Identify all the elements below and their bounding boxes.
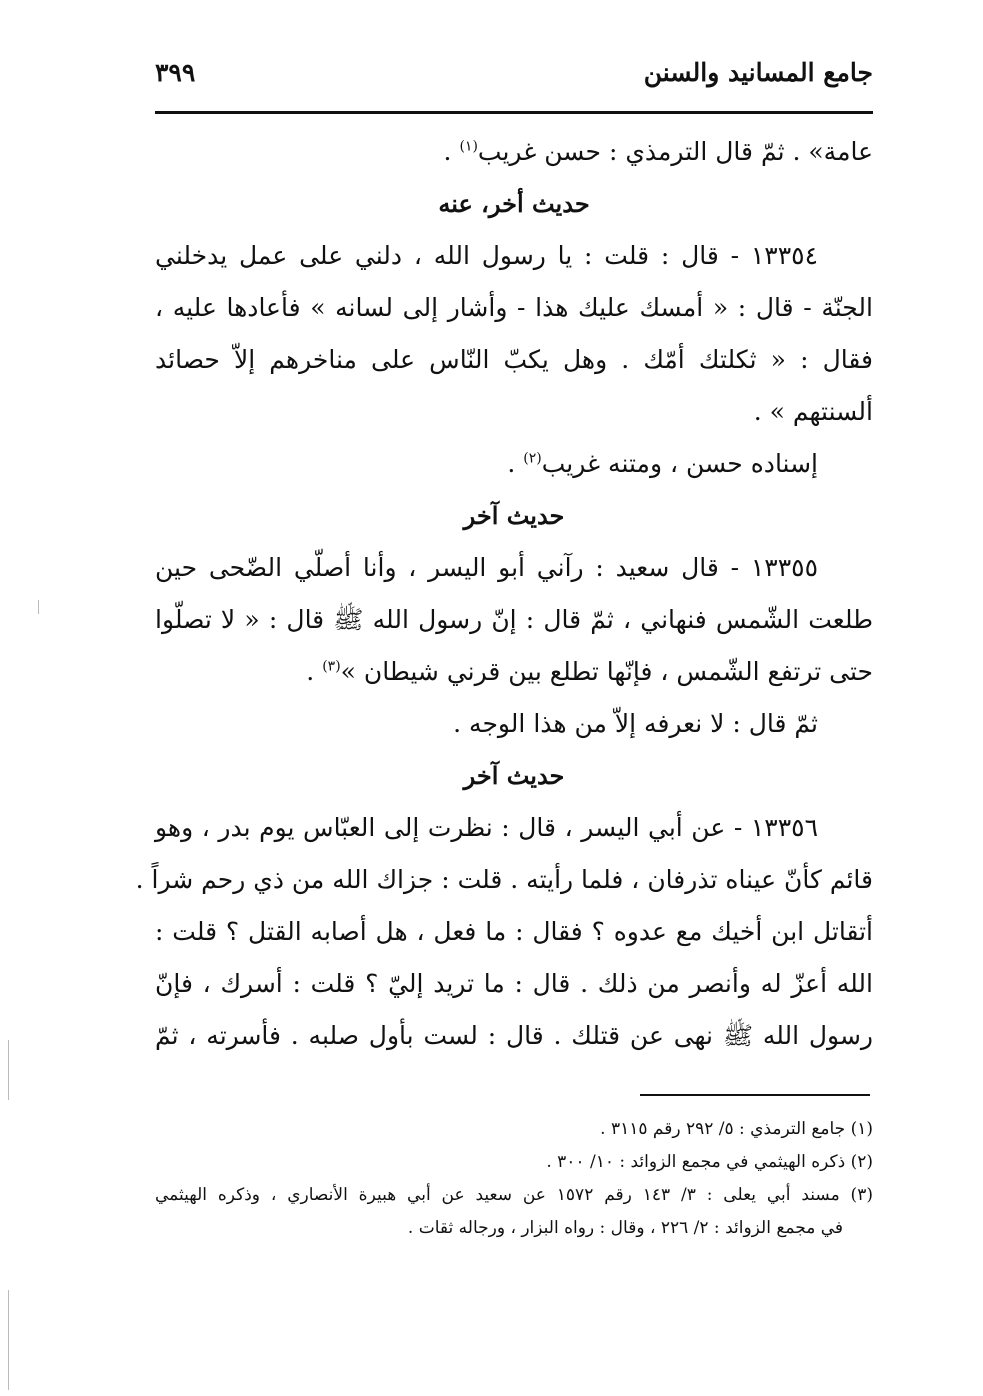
page-number: ٣٩٩: [155, 57, 196, 87]
footnote-ref: (١): [459, 138, 478, 155]
running-title: جامع المسانيد والسنن: [643, 57, 873, 87]
section-heading: حديث آخر: [463, 761, 565, 790]
text-line: ١٣٣٥٤ - قال : قلت : يا رسول الله ، دلني على عمل يدخلني: [155, 241, 818, 270]
text-line: أتقاتل ابن أخيك مع عدوه ؟ فقال : ما فعل ، هل أصابه القتل ؟ قلت :: [155, 917, 873, 946]
scan-edge-mark: [38, 600, 39, 614]
footnotes: [155, 1113, 873, 1245]
section-heading: حديث آخر: [463, 501, 565, 530]
footnote-continuation: في مجمع الزوائد : ٢/ ٢٢٦ ، وقال : رواه البزار ، ورجاله ثقات .: [407, 1218, 843, 1238]
footnote: (٣) مسند أبي يعلى : ٣/ ١٤٣ رقم ١٥٧٢ عن سعيد عن أبي هبيرة الأنصاري ، وذكره الهيثمي: [155, 1185, 873, 1205]
text-line: طلعت الشّمس فنهاني ، ثمّ قال : إنّ رسول الله ﷺ قال : « لا تصلّوا: [155, 605, 873, 634]
scan-edge-mark: [8, 1290, 9, 1390]
text-line: الله أعزّ له وأنصر من ذلك . قال : ما تريد إليّ ؟ قلت : أسرك ، فإنّ: [155, 969, 873, 998]
header-rule: [155, 111, 873, 114]
footnote-ref: (٢): [523, 450, 542, 467]
page-body: [135, 126, 873, 1062]
text-line: إسناده حسن ، ومتنه غريب$^{(٢)}$ .: [507, 449, 818, 478]
text-line: ألسنتهم » .: [753, 397, 873, 426]
section-heading: حديث أخر، عنه: [438, 189, 590, 218]
text-line: عامة» . ثمّ قال الترمذي : حسن غريب$^{(١)}$ .: [443, 137, 873, 166]
scan-edge-mark: [8, 1040, 9, 1100]
page-header: [155, 52, 873, 92]
text-line: الجنّة - قال : « أمسك عليك هذا - وأشار إلى لسانه » فأعادها عليه ،: [155, 293, 873, 322]
footnote-rule: [640, 1094, 870, 1096]
text-line: ثمّ قال : لا نعرفه إلاّ من هذا الوجه .: [453, 709, 818, 738]
footnote: (١) جامع الترمذي : ٥/ ٢٩٢ رقم ٣١١٥ .: [600, 1119, 873, 1139]
text-line: رسول الله ﷺ نهى عن قتلك . قال : لست بأول صلبه . فأسرته ، ثمّ: [155, 1021, 873, 1050]
footnote-ref: (٣): [322, 658, 341, 675]
text-line: ١٣٣٥٥ - قال سعيد : رآني أبو اليسر ، وأنا أصلّي الضّحى حين: [155, 553, 818, 582]
text-line: ١٣٣٥٦ - عن أبي اليسر ، قال : نظرت إلى العبّاس يوم بدر ، وهو: [155, 813, 818, 842]
footnote: (٢) ذكره الهيثمي في مجمع الزوائد : ١٠/ ٣٠٠ .: [546, 1152, 873, 1172]
text-line: قائم كأنّ عيناه تذرفان ، فلما رأيته . قلت : جزاك الله من ذي رحم شراً .: [135, 865, 873, 894]
text-line: حتى ترتفع الشّمس ، فإنّها تطلع بين قرني شيطان »$^{(٣)}$ .: [306, 657, 873, 686]
text-line: فقال : « ثكلتك أمّك . وهل يكبّ النّاس على مناخرهم إلاّ حصائد: [155, 345, 873, 374]
